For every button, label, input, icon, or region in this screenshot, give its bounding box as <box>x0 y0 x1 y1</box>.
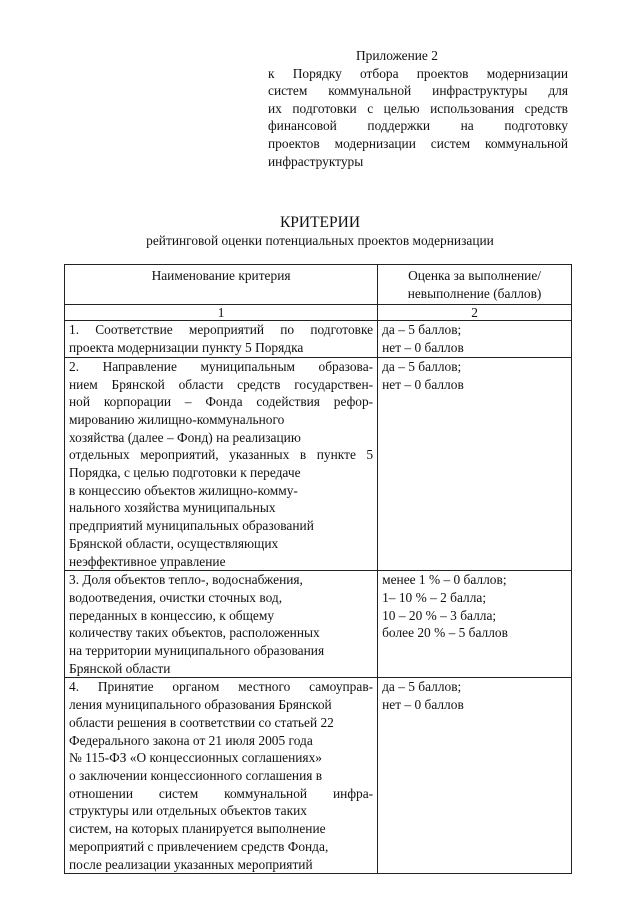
criterion-line: переданных в концессию, к общему <box>69 607 275 623</box>
appendix-line: инфраструктуры <box>268 153 364 169</box>
criterion-line: 2. Направление муниципальным образова- <box>69 358 374 374</box>
criterion-line: отдельных мероприятий, указанных в пункте 5 <box>69 447 374 463</box>
criterion-cell <box>65 571 378 678</box>
criterion-line: нального хозяйства муниципальных <box>69 500 276 516</box>
criterion-line: ной корпорации – Фонда содействия рефор- <box>69 394 374 410</box>
score-cell <box>378 321 572 357</box>
score-line: да – 5 баллов; <box>382 358 462 374</box>
criterion-line: области решения в соответствии со статьей 22 <box>69 714 334 730</box>
criterion-line: Брянской области, осуществляющих <box>69 535 279 551</box>
criterion-cell <box>65 321 378 357</box>
column-number: 1 <box>65 305 378 321</box>
heading-title: КРИТЕРИИ <box>279 214 361 231</box>
score-line: нет – 0 баллов <box>382 376 464 392</box>
criterion-line: систем, на которых планируется выполнение <box>69 821 326 837</box>
column-number: 2 <box>378 305 572 321</box>
appendix-line: к Порядку отбора проектов модернизации <box>268 65 568 81</box>
score-line: менее 1 % – 0 баллов; <box>382 572 507 588</box>
criterion-line: проекта модернизации пункту 5 Порядка <box>69 340 304 356</box>
criterion-line: ления муниципального образования Брянской <box>69 697 332 713</box>
table-row <box>65 357 572 570</box>
criteria-table <box>64 264 572 874</box>
appendix-line: проектов модернизации систем коммунальной <box>268 135 568 151</box>
appendix-line: финансовой поддержки на подготовку <box>268 118 568 134</box>
criterion-line: Порядка, с целью подготовки к передаче <box>69 465 301 481</box>
header-score: Оценка за выполнение/ невыполнение (баллов) <box>378 265 572 305</box>
criterion-line: мированию жилищно-коммунального <box>69 411 285 427</box>
criterion-line: структуры или отдельных объектов таких <box>69 803 307 819</box>
criterion-line: в концессию объектов жилищно-комму- <box>69 482 298 498</box>
column-number-row <box>65 305 572 321</box>
criterion-line: о заключении концессионного соглашения в <box>69 767 323 783</box>
criterion-line: неэффективное управление <box>69 553 226 569</box>
score-cell <box>378 357 572 570</box>
header-criterion: Наименование критерия <box>65 265 378 305</box>
criterion-line: на территории муниципального образования <box>69 643 325 659</box>
table-row <box>65 678 572 874</box>
criterion-line: водоотведения, очистки сточных вод, <box>69 589 283 605</box>
table-row <box>65 321 572 357</box>
criterion-line: нием Брянской области средств государствен- <box>69 376 374 392</box>
criterion-cell <box>65 678 378 874</box>
criterion-line: Брянской области <box>69 660 171 676</box>
criterion-line: 1. Соответствие мероприятий по подготовке <box>69 322 374 338</box>
criterion-cell <box>65 357 378 570</box>
criterion-line: после реализации указанных мероприятий <box>69 856 313 872</box>
criterion-line: 3. Доля объектов тепло-, водоснабжения, <box>69 572 303 588</box>
table-header-row <box>65 265 572 305</box>
criterion-line: отношении систем коммунальной инфра- <box>69 785 374 801</box>
score-cell <box>378 678 572 874</box>
score-line: более 20 % – 5 баллов <box>382 625 508 641</box>
appendix-title: Приложение 2 <box>356 48 438 63</box>
heading-subtitle: рейтинговой оценки потенциальных проектов модернизации <box>146 233 494 248</box>
table-row <box>65 571 572 678</box>
score-line: 1– 10 % – 2 балла; <box>382 589 487 605</box>
criterion-line: хозяйства (далее – Фонд) на реализацию <box>69 429 301 445</box>
document-heading <box>0 213 640 250</box>
score-line: 10 – 20 % – 3 балла; <box>382 607 497 623</box>
criterion-line: мероприятий с привлечением средств Фонда, <box>69 838 329 854</box>
appendix-line: их подготовки с целью использования средств <box>268 100 568 116</box>
criterion-line: Федерального закона от 21 июля 2005 года <box>69 732 313 748</box>
criterion-line: 4. Принятие органом местного самоуправ- <box>69 679 374 695</box>
criterion-line: № 115-ФЗ «О концессионных соглашениях» <box>69 750 322 766</box>
score-line: нет – 0 баллов <box>382 697 464 713</box>
score-line: да – 5 баллов; <box>382 322 462 338</box>
criterion-line: предприятий муниципальных образований <box>69 518 314 534</box>
appendix-block <box>268 47 568 170</box>
score-line: нет – 0 баллов <box>382 340 464 356</box>
score-cell <box>378 571 572 678</box>
criterion-line: количеству таких объектов, расположенных <box>69 625 320 641</box>
appendix-line: систем коммунальной инфраструктуры для <box>268 83 568 99</box>
score-line: да – 5 баллов; <box>382 679 462 695</box>
